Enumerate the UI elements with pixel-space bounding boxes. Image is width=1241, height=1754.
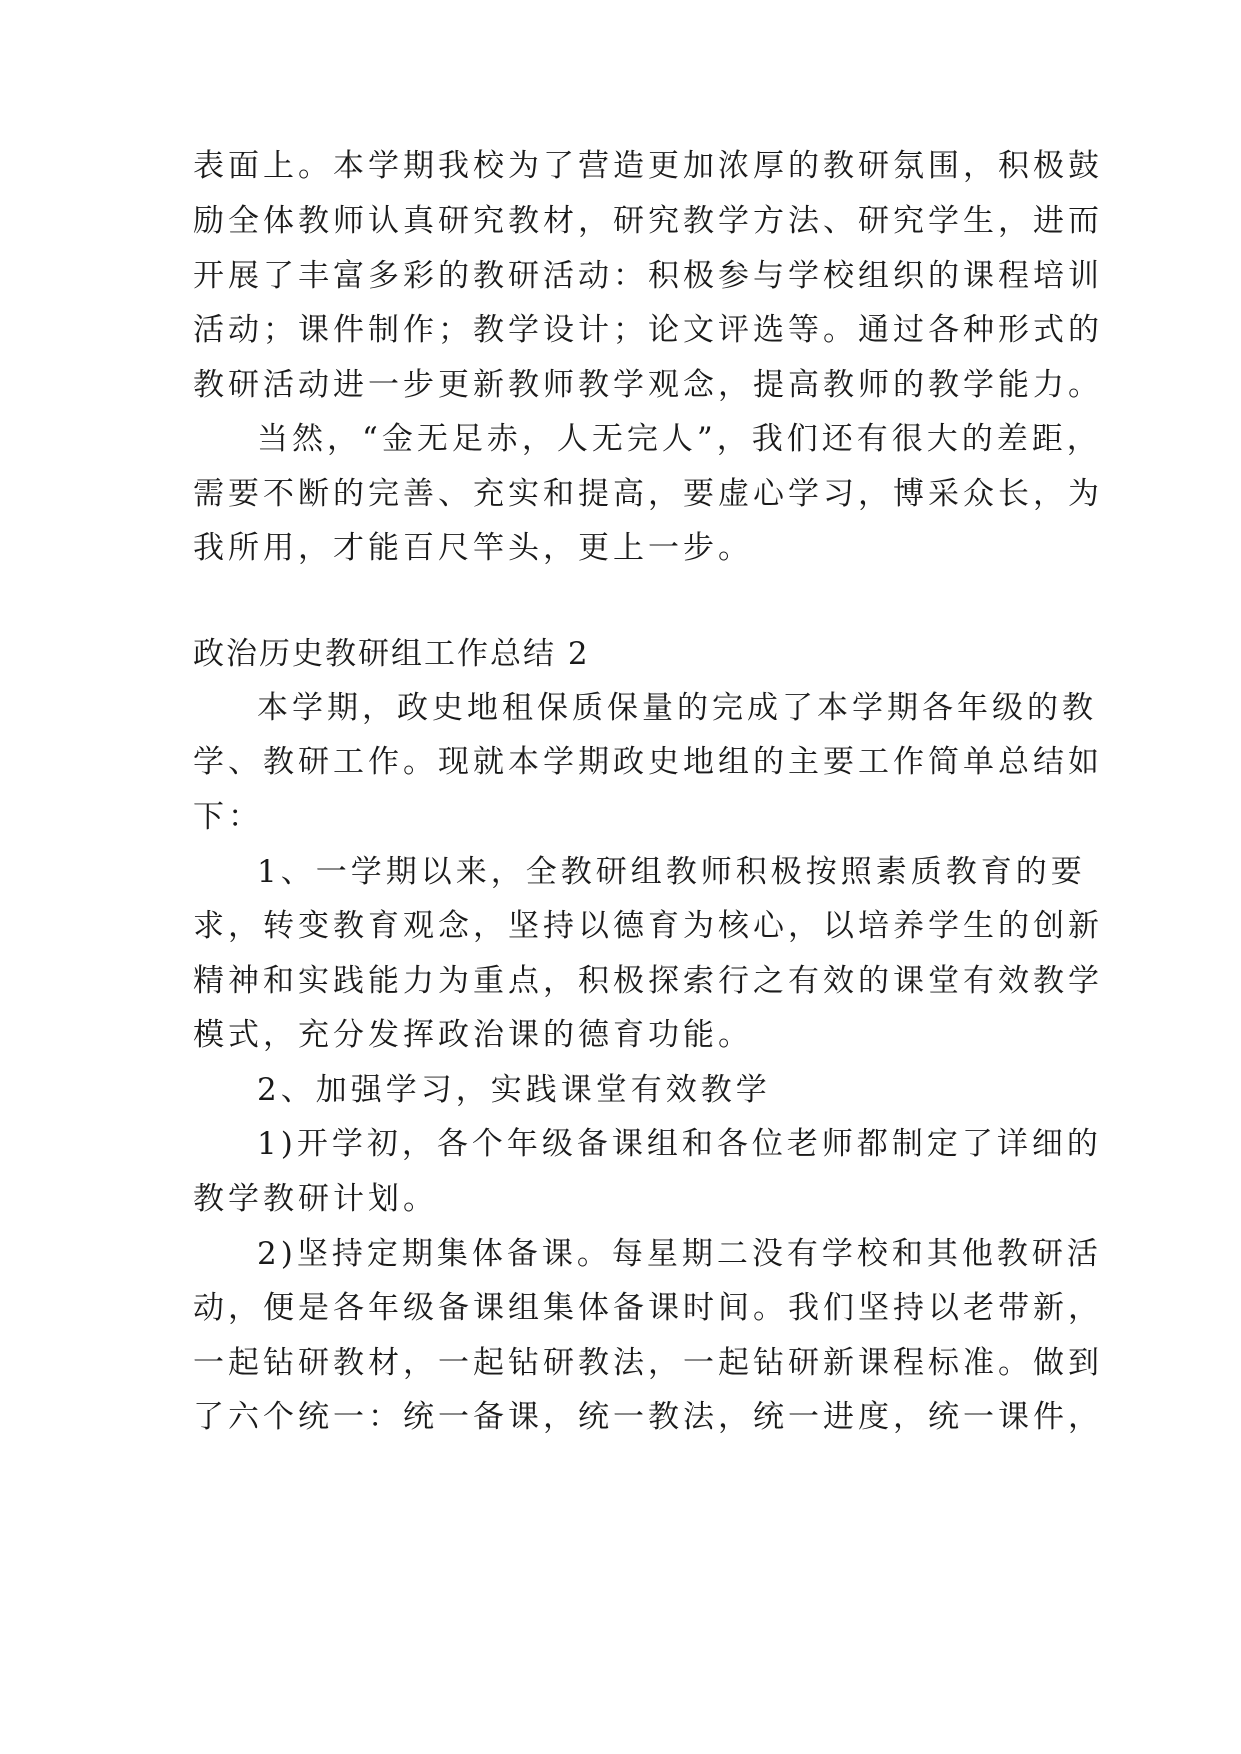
body-text-line: 教学教研计划。 <box>193 1181 438 1217</box>
body-text-line: 求，转变教育观念，坚持以德育为核心，以培养学生的创新 <box>193 908 1103 944</box>
paragraph-start-line: 本学期，政史地租保质保量的完成了本学期各年级的教 <box>257 690 1097 726</box>
body-text-line: 模式，充分发挥政治课的德育功能。 <box>193 1017 753 1053</box>
body-text-line: 表面上。本学期我校为了营造更加浓厚的教研氛围，积极鼓 <box>193 148 1103 184</box>
body-text-line: 下： <box>193 799 263 835</box>
body-text-line: 开展了丰富多彩的教研活动：积极参与学校组织的课程培训 <box>193 258 1103 294</box>
section-heading: 政治历史教研组工作总结 2 <box>193 636 590 672</box>
paragraph-start-line: 2)坚持定期集体备课。每星期二没有学校和其他教研活 <box>257 1236 1102 1272</box>
body-text-line: 活动；课件制作；教学设计；论文评选等。通过各种形式的 <box>193 312 1103 348</box>
body-text-line: 动，便是各年级备课组集体备课时间。我们坚持以老带新， <box>193 1290 1103 1326</box>
body-text-line: 了六个统一：统一备课，统一教法，统一进度，统一课件， <box>193 1399 1103 1435</box>
paragraph-start-line: 当然，“金无足赤，人无完人”，我们还有很大的差距， <box>257 421 1102 457</box>
body-text-line: 精神和实践能力为重点，积极探索行之有效的课堂有效教学 <box>193 963 1103 999</box>
paragraph-start-line: 2、加强学习，实践课堂有效教学 <box>257 1072 771 1108</box>
paragraph-start-line: 1、一学期以来，全教研组教师积极按照素质教育的要 <box>257 854 1086 890</box>
paragraph-start-line: 1)开学初，各个年级备课组和各位老师都制定了详细的 <box>257 1126 1102 1162</box>
body-text-line: 一起钻研教材，一起钻研教法，一起钻研新课程标准。做到 <box>193 1345 1103 1381</box>
body-text-line: 我所用，才能百尺竿头，更上一步。 <box>193 530 753 566</box>
body-text-line: 需要不断的完善、充实和提高，要虚心学习，博采众长，为 <box>193 476 1103 512</box>
body-text-line: 学、教研工作。现就本学期政史地组的主要工作简单总结如 <box>193 744 1103 780</box>
body-text-line: 励全体教师认真研究教材，研究教学方法、研究学生，进而 <box>193 203 1103 239</box>
body-text-line: 教研活动进一步更新教师教学观念，提高教师的教学能力。 <box>193 367 1103 403</box>
